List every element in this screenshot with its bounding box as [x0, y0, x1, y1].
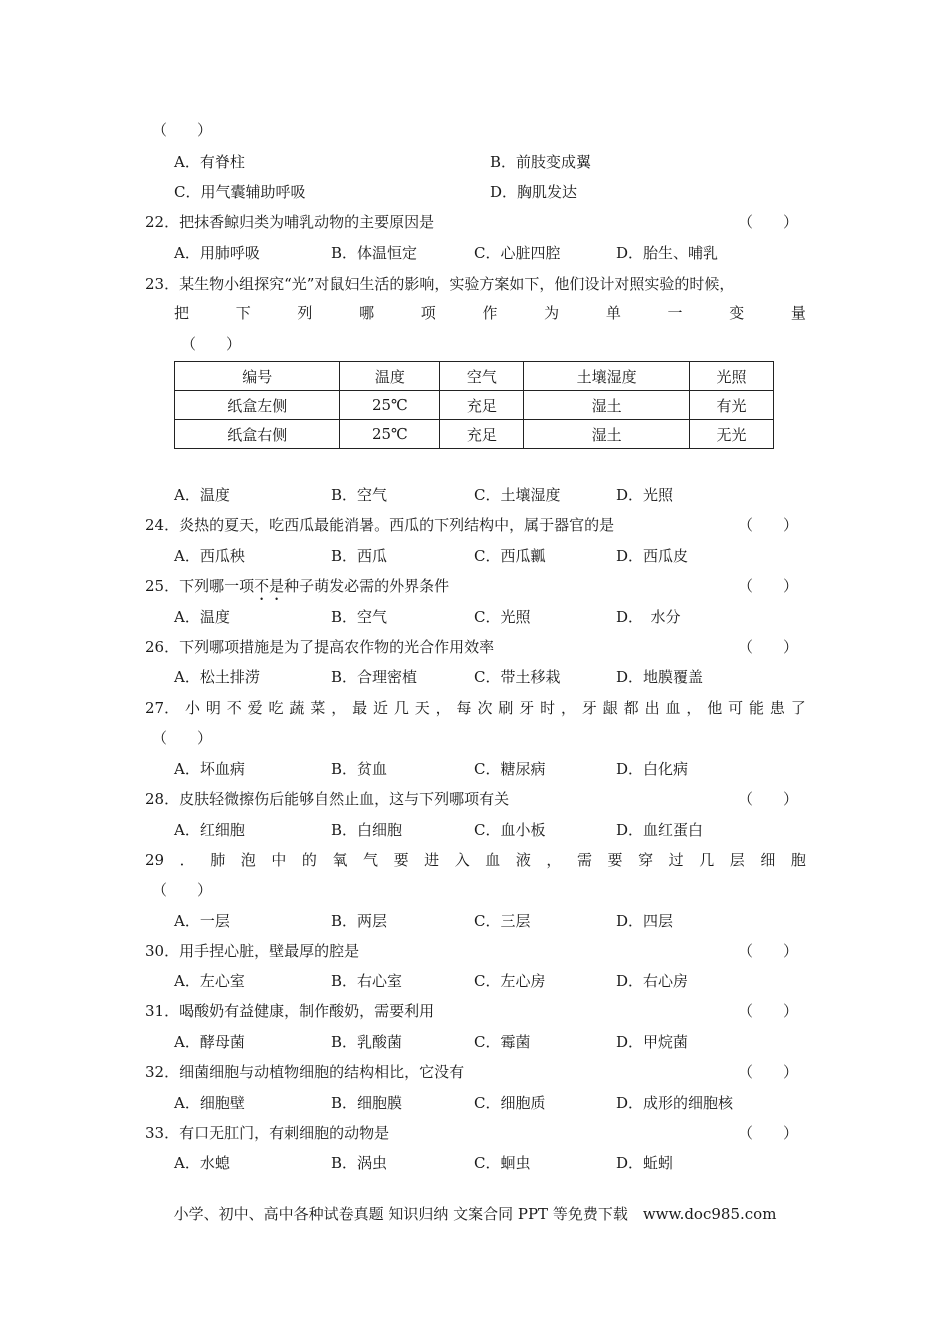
table-cell: 充足: [440, 420, 524, 449]
q24-option-c: C．西瓜瓤: [474, 547, 546, 565]
q32-option-d: D．成形的细胞核: [616, 1094, 734, 1112]
q30-option-d: D．右心房: [616, 972, 689, 990]
table-cell: 充足: [440, 391, 524, 420]
table-header-cell: 光照: [689, 362, 773, 391]
q27-char: 时: [540, 699, 556, 717]
q31-stem: 31．喝酸奶有益健康，制作酸奶，需要利用: [145, 1002, 435, 1020]
q22-stem: 22．把抹香鲸归类为哺乳动物的主要原因是: [145, 213, 435, 231]
q26-option-a: A．松土排涝: [174, 668, 260, 686]
q22-option-d: D．胎生、哺乳: [616, 244, 719, 262]
q21-option-c: C．用气囊辅助呼吸: [174, 183, 306, 201]
q29-option-a: A．一层: [174, 912, 230, 930]
q33-answer-paren: （ ）: [738, 1124, 799, 1142]
q27-char: 几: [393, 699, 409, 717]
q27-char: 血: [665, 699, 681, 717]
q25-stem: [145, 576, 449, 596]
q29-char: 进: [424, 851, 440, 869]
q23-answer-paren: （ ）: [181, 335, 242, 353]
q23-char: 作: [482, 304, 498, 322]
q25-stem-pre: 25．下列哪一项: [145, 577, 255, 595]
q29-char: 血: [485, 851, 501, 869]
q27-char: 都: [623, 699, 639, 717]
table-header-cell: 编号: [175, 362, 340, 391]
q29-char: 胞: [790, 851, 806, 869]
q27-char: 牙: [581, 699, 597, 717]
q28-option-a: A．红细胞: [174, 821, 245, 839]
q27-char: 近: [372, 699, 388, 717]
q27-char: 他: [707, 699, 723, 717]
q29-char: 肺: [210, 851, 226, 869]
q30-option-b: B．右心室: [331, 972, 403, 990]
q33-option-c: C．蛔虫: [474, 1154, 531, 1172]
q32-stem: 32．细菌细胞与动植物细胞的结构相比，它没有: [145, 1063, 465, 1081]
q23-char: 列: [297, 304, 313, 322]
q29-char: 过: [668, 851, 684, 869]
q29-char: 泡: [240, 851, 256, 869]
q29-char: ，: [546, 851, 562, 869]
q28-stem: 28．皮肤轻微擦伤后能够自然止血，这与下列哪项有关: [145, 790, 510, 808]
q26-option-d: D．地膜覆盖: [616, 668, 704, 686]
q21-option-b: B．前肢变成翼: [490, 153, 592, 171]
q27-char: 明: [205, 699, 221, 717]
q28-answer-paren: （ ）: [738, 790, 799, 808]
q27-stem: [145, 698, 806, 718]
q25-option-d: D． 水分: [616, 608, 681, 626]
q22-answer-paren: （ ）: [738, 213, 799, 231]
q30-answer-paren: （ ）: [738, 942, 799, 960]
q33-option-a: A．水螅: [174, 1154, 230, 1172]
q24-option-b: B．西瓜: [331, 547, 388, 565]
q31-answer-paren: （ ）: [738, 1002, 799, 1020]
q32-answer-paren: （ ）: [738, 1063, 799, 1081]
q27-char: 27．: [145, 699, 180, 717]
q23-stem-line2: [174, 303, 806, 323]
q27-char: 每: [456, 699, 472, 717]
q29-char: 要: [393, 851, 409, 869]
q27-char: 天: [414, 699, 430, 717]
q31-option-c: C．霉菌: [474, 1033, 531, 1051]
q25-stem-emphasis: 是: [269, 577, 285, 595]
q24-stem: 24．炎热的夏天，吃西瓜最能消暑。西瓜的下列结构中，属于器官的是: [145, 516, 615, 534]
table-cell: 纸盒右侧: [175, 420, 340, 449]
q23-char: 量: [790, 304, 806, 322]
q33-option-b: B．涡虫: [331, 1154, 388, 1172]
q26-option-c: C．带土移栽: [474, 668, 561, 686]
q27-char: 患: [769, 699, 785, 717]
q29-stem: [145, 850, 806, 870]
q23-char: 一: [667, 304, 683, 322]
q27-char: 菜: [310, 699, 326, 717]
q27-char: 牙: [519, 699, 535, 717]
q23-char: 变: [729, 304, 745, 322]
q27-char: 次: [477, 699, 493, 717]
q27-char: 了: [790, 699, 806, 717]
q33-option-d: D．蚯蚓: [616, 1154, 674, 1172]
q29-answer-paren: （ ）: [152, 881, 213, 899]
q26-answer-paren: （ ）: [738, 638, 799, 656]
q30-option-a: A．左心室: [174, 972, 245, 990]
q27-option-a: A．坏血病: [174, 760, 245, 778]
q29-char: 需: [576, 851, 592, 869]
q27-char: 能: [749, 699, 765, 717]
q29-char: 层: [729, 851, 745, 869]
page-footer: 小学、初中、高中各种试卷真题 知识归纳 文案合同 PPT 等免费下载 www.doc985.com: [173, 1205, 777, 1223]
q31-option-a: A．酵母菌: [174, 1033, 245, 1051]
q32-option-a: A．细胞壁: [174, 1094, 245, 1112]
q27-char: ，: [561, 699, 577, 717]
q29-char: 氧: [332, 851, 348, 869]
q27-char: 小: [184, 699, 200, 717]
q31-option-d: D．甲烷菌: [616, 1033, 689, 1051]
q27-char: ，: [686, 699, 702, 717]
q29-char: 的: [301, 851, 317, 869]
q30-option-c: C．左心房: [474, 972, 546, 990]
q27-char: 最: [352, 699, 368, 717]
q22-option-c: C．心脏四腔: [474, 244, 561, 262]
table-cell: 无光: [689, 420, 773, 449]
q27-char: 爱: [247, 699, 263, 717]
table-header-row: [175, 362, 774, 391]
q25-option-b: B．空气: [331, 608, 388, 626]
q23-option-a: A．温度: [174, 486, 230, 504]
q25-stem-emphasis: 不: [254, 577, 270, 595]
q28-option-c: C．血小板: [474, 821, 546, 839]
q29-option-b: B．两层: [331, 912, 388, 930]
q27-option-c: C．糖尿病: [474, 760, 546, 778]
q29-char: 穿: [638, 851, 654, 869]
q24-option-d: D．西瓜皮: [616, 547, 689, 565]
q23-char: 哪: [359, 304, 375, 322]
q21-option-d: D．胸肌发达: [490, 183, 578, 201]
q22-option-b: B．体温恒定: [331, 244, 418, 262]
q27-char: ，: [435, 699, 451, 717]
q27-char: 不: [226, 699, 242, 717]
q32-option-c: C．细胞质: [474, 1094, 546, 1112]
q25-option-a: A．温度: [174, 608, 230, 626]
table-row: [175, 420, 774, 449]
q27-option-b: B．贫血: [331, 760, 388, 778]
table-header-cell: 空气: [440, 362, 524, 391]
q23-option-d: D．光照: [616, 486, 674, 504]
experiment-table: [174, 361, 774, 449]
q29-char: 液: [515, 851, 531, 869]
table-cell: 25℃: [340, 420, 440, 449]
q27-char: 出: [644, 699, 660, 717]
q28-option-d: D．血红蛋白: [616, 821, 704, 839]
q25-stem-post: 种子萌发必需的外界条件: [284, 577, 450, 595]
q28-option-b: B．白细胞: [331, 821, 403, 839]
table-header-cell: 土壤湿度: [524, 362, 689, 391]
table-cell: 湿土: [524, 420, 689, 449]
q27-answer-paren: （ ）: [152, 729, 213, 747]
q27-char: 龈: [602, 699, 618, 717]
q23-char: 项: [420, 304, 436, 322]
q27-char: 可: [728, 699, 744, 717]
q27-char: ，: [331, 699, 347, 717]
q29-option-c: C．三层: [474, 912, 531, 930]
q24-option-a: A．西瓜秧: [174, 547, 245, 565]
q21-answer-paren: （ ）: [152, 121, 213, 139]
q27-char: 刷: [498, 699, 514, 717]
q27-option-d: D．白化病: [616, 760, 689, 778]
q23-char: 把: [174, 304, 190, 322]
table-cell: 湿土: [524, 391, 689, 420]
q29-char: 气: [363, 851, 379, 869]
q25-option-c: C．光照: [474, 608, 531, 626]
q23-option-b: B．空气: [331, 486, 388, 504]
q33-stem: 33．有口无肛门，有刺细胞的动物是: [145, 1124, 390, 1142]
q27-char: 蔬: [289, 699, 305, 717]
q26-option-b: B．合理密植: [331, 668, 418, 686]
q29-char: 入: [454, 851, 470, 869]
table-cell: 纸盒左侧: [175, 391, 340, 420]
q24-answer-paren: （ ）: [738, 516, 799, 534]
q29-char: ．: [179, 851, 195, 869]
q23-char: 下: [235, 304, 251, 322]
q25-answer-paren: （ ）: [738, 577, 799, 595]
q23-char: 单: [605, 304, 621, 322]
table-header-cell: 温度: [340, 362, 440, 391]
q29-char: 29: [145, 851, 165, 869]
q29-char: 几: [699, 851, 715, 869]
q23-option-c: C．土壤湿度: [474, 486, 561, 504]
q31-option-b: B．乳酸菌: [331, 1033, 403, 1051]
q29-char: 细: [760, 851, 776, 869]
q32-option-b: B．细胞膜: [331, 1094, 403, 1112]
table-row: [175, 391, 774, 420]
q23-char: 为: [544, 304, 560, 322]
q21-option-a: A．有脊柱: [174, 153, 245, 171]
q29-char: 中: [271, 851, 287, 869]
q26-stem: 26．下列哪项措施是为了提高农作物的光合作用效率: [145, 638, 495, 656]
q22-option-a: A．用肺呼吸: [174, 244, 260, 262]
table-cell: 有光: [689, 391, 773, 420]
q27-char: 吃: [268, 699, 284, 717]
q29-option-d: D．四层: [616, 912, 674, 930]
q30-stem: 30．用手捏心脏，壁最厚的腔是: [145, 942, 360, 960]
q23-stem: 23．某生物小组探究“光”对鼠妇生活的影响，实验方案如下，他们设计对照实验的时候，: [145, 275, 735, 293]
q29-char: 要: [607, 851, 623, 869]
table-cell: 25℃: [340, 391, 440, 420]
